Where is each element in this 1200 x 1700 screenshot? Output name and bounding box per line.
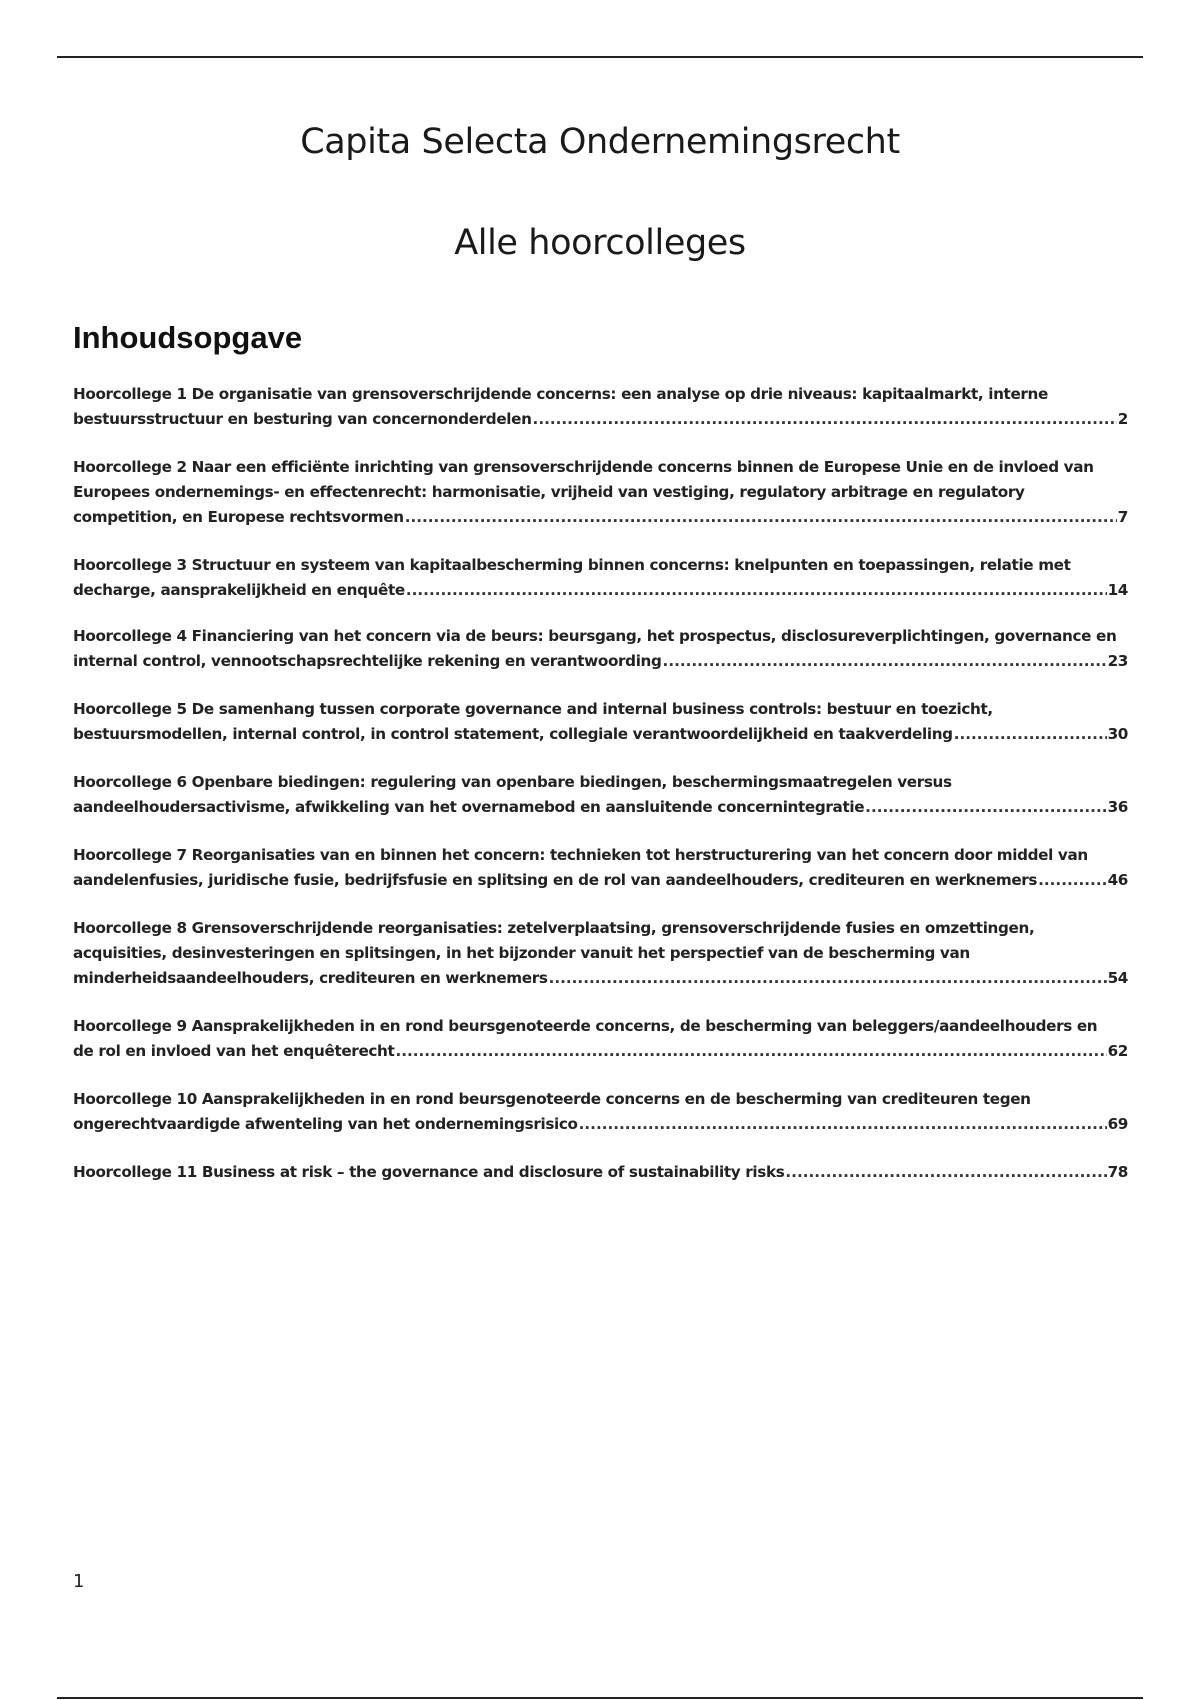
toc-entry-text: Hoorcollege 3 Structuur en systeem van kapitaalbescherming binnen concerns: knelpunten en toepassingen, relatie met [73, 556, 1071, 574]
toc-dot-leader [395, 1039, 1106, 1064]
toc-entry[interactable] [73, 843, 1128, 893]
toc-entry-text: minderheidsaandeelhouders, crediteuren en werknemers [73, 969, 548, 987]
toc-entry-last-line [73, 1039, 1128, 1064]
toc-entry-last-line [73, 649, 1128, 674]
toc-dot-leader [954, 722, 1107, 747]
toc-entry-text: Hoorcollege 1 De organisatie van grensoverschrijdende concerns: een analyse op drie niveaus: kapitaalmarkt, interne [73, 385, 1048, 403]
toc-page-number: 62 [1107, 1042, 1128, 1060]
bottom-rule [57, 1697, 1143, 1699]
toc-page-number: 2 [1117, 410, 1128, 428]
toc-dot-leader [865, 795, 1106, 820]
toc-entry-text: Europees ondernemings- en effectenrecht: harmonisatie, vrijheid van vestiging, regulatory arbitrage en regulatory [73, 483, 1025, 501]
toc-entry-text: bestuursstructuur en besturing van concernonderdelen [73, 410, 532, 428]
toc-page-number: 36 [1107, 798, 1128, 816]
toc-entry-text: bestuursmodellen, internal control, in control statement, collegiale verantwoordelijkheid en taakverdeling [73, 725, 953, 743]
toc-dot-leader [579, 1112, 1107, 1137]
toc-entry-text: aandeelhoudersactivisme, afwikkeling van het overnamebod en aansluitende concernintegratie [73, 798, 865, 816]
toc-entry[interactable] [73, 916, 1128, 991]
toc-entry-text: Hoorcollege 6 Openbare biedingen: regulering van openbare biedingen, beschermingsmaatregelen versus [73, 773, 952, 791]
toc-entry-last-line [73, 868, 1128, 893]
toc-entry-text: Hoorcollege 5 De samenhang tussen corporate governance and internal business controls: bestuur en toezicht, [73, 700, 993, 718]
toc-page-number: 69 [1107, 1115, 1128, 1133]
toc-entry-text: Hoorcollege 7 Reorganisaties van en binnen het concern: technieken tot herstructurering van het concern door middel van [73, 846, 1088, 864]
toc-entry-text: aandelenfusies, juridische fusie, bedrijfsfusie en splitsing en de rol van aandeelhouders, crediteuren en werknemers [73, 871, 1038, 889]
toc-entry[interactable] [73, 1014, 1128, 1064]
toc-entry-text: Hoorcollege 11 Business at risk – the governance and disclosure of sustainability risks [73, 1163, 785, 1181]
toc-entry-text: ongerechtvaardigde afwenteling van het ondernemingsrisico [73, 1115, 578, 1133]
toc-entry-last-line [73, 505, 1128, 530]
toc-entry-last-line [73, 722, 1128, 747]
toc-entry-last-line [73, 1160, 1128, 1185]
toc-page-number: 54 [1107, 969, 1128, 987]
toc-entry-text: acquisities, desinvesteringen en splitsingen, in het bijzonder vanuit het perspectief van de bescherming van [73, 944, 970, 962]
toc-entry[interactable] [73, 1087, 1128, 1137]
toc-dot-leader [663, 649, 1107, 674]
toc-entry[interactable] [73, 553, 1128, 603]
table-of-contents [73, 382, 1128, 1208]
document-title: Capita Selecta Ondernemingsrecht [300, 122, 900, 162]
toc-entry-text: Hoorcollege 2 Naar een efficiënte inrichting van grensoverschrijdende concerns binnen de Europese Unie en de invloed van [73, 458, 1094, 476]
toc-entry[interactable] [73, 1160, 1128, 1185]
toc-dot-leader [405, 505, 1117, 530]
toc-entry-text: Hoorcollege 4 Financiering van het concern via de beurs: beursgang, het prospectus, disclosureverplichtingen, governance en [73, 627, 1117, 645]
toc-entry-text: Hoorcollege 9 Aansprakelijkheden in en rond beursgenoteerde concerns, de bescherming van beleggers/aandeelhouders en [73, 1017, 1098, 1035]
toc-entry-last-line [73, 966, 1128, 991]
toc-entry-text: internal control, vennootschapsrechtelijke rekening en verantwoording [73, 652, 662, 670]
toc-page-number: 7 [1117, 508, 1128, 526]
toc-entry-last-line [73, 1112, 1128, 1137]
toc-dot-leader [406, 578, 1107, 603]
toc-entry-text: competition, en Europese rechtsvormen [73, 508, 404, 526]
toc-heading: Inhoudsopgave [73, 320, 303, 355]
toc-entry[interactable] [73, 697, 1128, 747]
toc-dot-leader [533, 407, 1117, 432]
toc-entry[interactable] [73, 382, 1128, 432]
toc-entry-text: Hoorcollege 10 Aansprakelijkheden in en rond beursgenoteerde concerns en de bescherming van crediteuren tegen [73, 1090, 1031, 1108]
page-number: 1 [73, 1571, 85, 1592]
toc-entry[interactable] [73, 770, 1128, 820]
toc-entry-last-line [73, 407, 1128, 432]
document-subtitle: Alle hoorcolleges [454, 223, 746, 263]
toc-page-number: 30 [1107, 725, 1128, 743]
toc-page-number: 46 [1107, 871, 1128, 889]
toc-page-number: 23 [1107, 652, 1128, 670]
toc-entry[interactable] [73, 455, 1128, 530]
toc-dot-leader [549, 966, 1107, 991]
toc-entry-text: Hoorcollege 8 Grensoverschrijdende reorganisaties: zetelverplaatsing, grensoverschrijdende fusies en omzettingen, [73, 919, 1035, 937]
toc-entry-text: de rol en invloed van het enquêterecht [73, 1042, 395, 1060]
toc-entry-last-line [73, 578, 1128, 603]
toc-dot-leader [1038, 868, 1106, 893]
toc-entry[interactable] [73, 624, 1128, 674]
toc-page-number: 78 [1107, 1163, 1128, 1181]
toc-dot-leader [785, 1160, 1106, 1185]
toc-page-number: 14 [1107, 581, 1128, 599]
toc-entry-last-line [73, 795, 1128, 820]
top-rule [57, 56, 1143, 58]
toc-entry-text: decharge, aansprakelijkheid en enquête [73, 581, 405, 599]
